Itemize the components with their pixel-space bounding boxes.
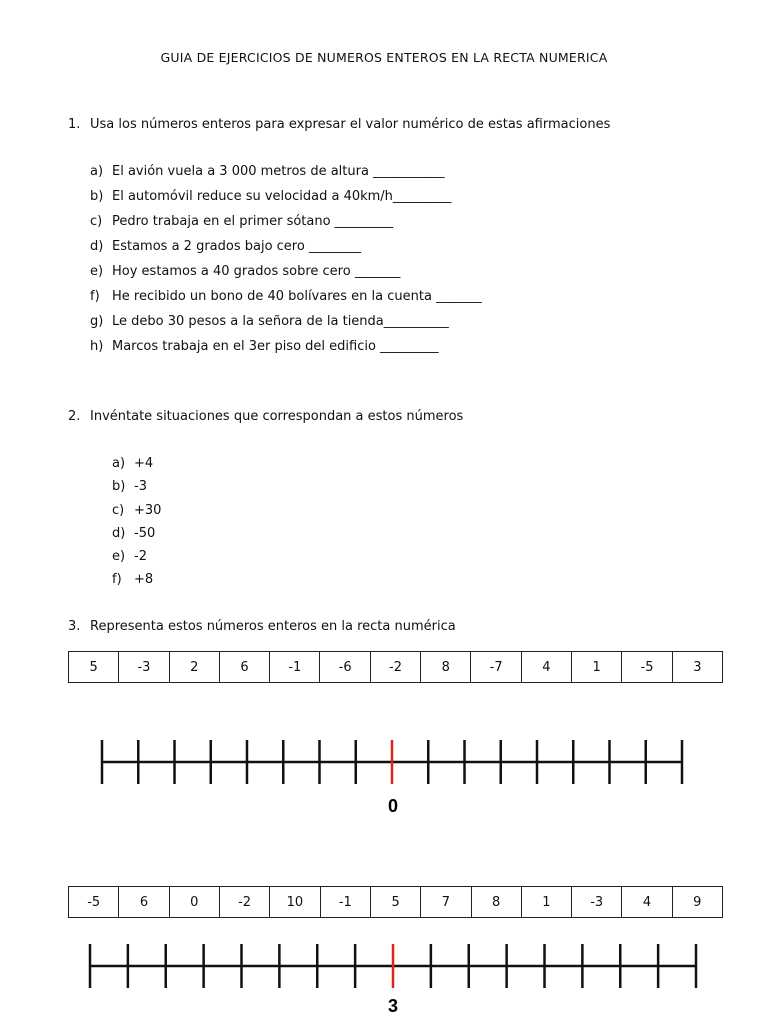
- table-cell: 4: [521, 652, 571, 683]
- table-cell: -1: [320, 887, 370, 918]
- table-cell: -1: [270, 652, 320, 683]
- item-text: +8: [134, 572, 154, 588]
- table-cell: -7: [471, 652, 521, 683]
- table-cell: 6: [219, 652, 269, 683]
- item-text: -3: [134, 479, 147, 495]
- table-cell: 8: [471, 887, 521, 918]
- list-item: [90, 309, 482, 334]
- item-text: Marcos trabaja en el 3er piso del edificio _________: [112, 339, 439, 354]
- number-line-label: 3: [387, 996, 399, 1016]
- table-cell: -5: [69, 887, 119, 918]
- table-cell: 1: [572, 652, 622, 683]
- table-cell: 1: [521, 887, 571, 918]
- item-text: El automóvil reduce su velocidad a 40km/h_________: [112, 189, 452, 204]
- table-cell: 6: [119, 887, 169, 918]
- list-item: [90, 184, 482, 209]
- item-text: El avión vuela a 3 000 metros de altura ___________: [112, 164, 445, 179]
- item-letter: h): [90, 339, 104, 354]
- list-item: [90, 209, 482, 234]
- number-line-2: [84, 938, 702, 1020]
- list-item: [90, 259, 482, 284]
- item-text: -2: [134, 549, 147, 565]
- table-cell: -2: [219, 887, 269, 918]
- question-text: Usa los números enteros para expresar el valor numérico de estas afirmaciones: [90, 117, 611, 132]
- item-letter: a): [90, 164, 104, 179]
- item-text: Pedro trabaja en el primer sótano _________: [112, 214, 394, 229]
- item-text: He recibido un bono de 40 bolívares en la cuenta _______: [112, 289, 482, 304]
- item-letter: g): [90, 314, 104, 329]
- item-text: Estamos a 2 grados bajo cero ________: [112, 239, 361, 254]
- question-number: 2.: [68, 409, 81, 424]
- table-cell: -6: [320, 652, 370, 683]
- numbers-table-2: [68, 886, 723, 918]
- table-cell: 4: [622, 887, 672, 918]
- question-1-list: [90, 159, 482, 359]
- page-title: GUIA DE EJERCICIOS DE NUMEROS ENTEROS EN LA RECTA NUMERICA: [160, 50, 608, 65]
- table-cell: 2: [169, 652, 219, 683]
- table-cell: 8: [421, 652, 471, 683]
- question-2: [68, 409, 463, 424]
- question-number: 3.: [68, 619, 81, 634]
- question-text: Invéntate situaciones que correspondan a estos números: [90, 409, 464, 424]
- number-line-label: 0: [387, 796, 399, 816]
- item-text: Le debo 30 pesos a la señora de la tienda__________: [112, 314, 449, 329]
- table-cell: 10: [270, 887, 320, 918]
- list-item: [112, 452, 161, 475]
- item-text: -50: [134, 525, 156, 541]
- list-item: [112, 522, 161, 545]
- question-text: Representa estos números enteros en la recta numérica: [90, 619, 456, 634]
- list-item: [90, 234, 482, 259]
- list-item: [112, 568, 161, 591]
- item-text: +4: [134, 456, 154, 471]
- question-3: [68, 619, 456, 634]
- item-letter: c): [112, 502, 125, 518]
- list-item: [112, 499, 161, 522]
- list-item: [90, 159, 482, 184]
- item-letter: d): [112, 525, 126, 541]
- item-letter: b): [90, 189, 104, 204]
- item-letter: e): [90, 264, 104, 279]
- list-item: [90, 284, 482, 309]
- item-letter: e): [112, 549, 126, 565]
- numbers-table-1: [68, 651, 723, 683]
- table-cell: 5: [370, 887, 420, 918]
- item-text: Hoy estamos a 40 grados sobre cero _______: [112, 264, 401, 279]
- list-item: [112, 475, 161, 498]
- table-cell: 9: [672, 887, 722, 918]
- table-cell: 3: [672, 652, 722, 683]
- table-cell: -3: [119, 652, 169, 683]
- item-letter: c): [90, 214, 103, 229]
- item-letter: d): [90, 239, 104, 254]
- item-letter: b): [112, 479, 126, 495]
- question-2-list: [112, 452, 161, 592]
- list-item: [112, 545, 161, 568]
- question-number: 1.: [68, 117, 81, 132]
- item-letter: f): [90, 289, 100, 304]
- item-letter: f): [112, 572, 122, 588]
- table-cell: -5: [622, 652, 672, 683]
- number-line-1: [96, 732, 688, 824]
- list-item: [90, 334, 482, 359]
- question-1: [68, 117, 610, 132]
- table-cell: 5: [69, 652, 119, 683]
- table-cell: -3: [572, 887, 622, 918]
- table-cell: 0: [169, 887, 219, 918]
- table-cell: -2: [370, 652, 420, 683]
- item-letter: a): [112, 456, 126, 471]
- table-cell: 7: [421, 887, 471, 918]
- item-text: +30: [134, 502, 162, 518]
